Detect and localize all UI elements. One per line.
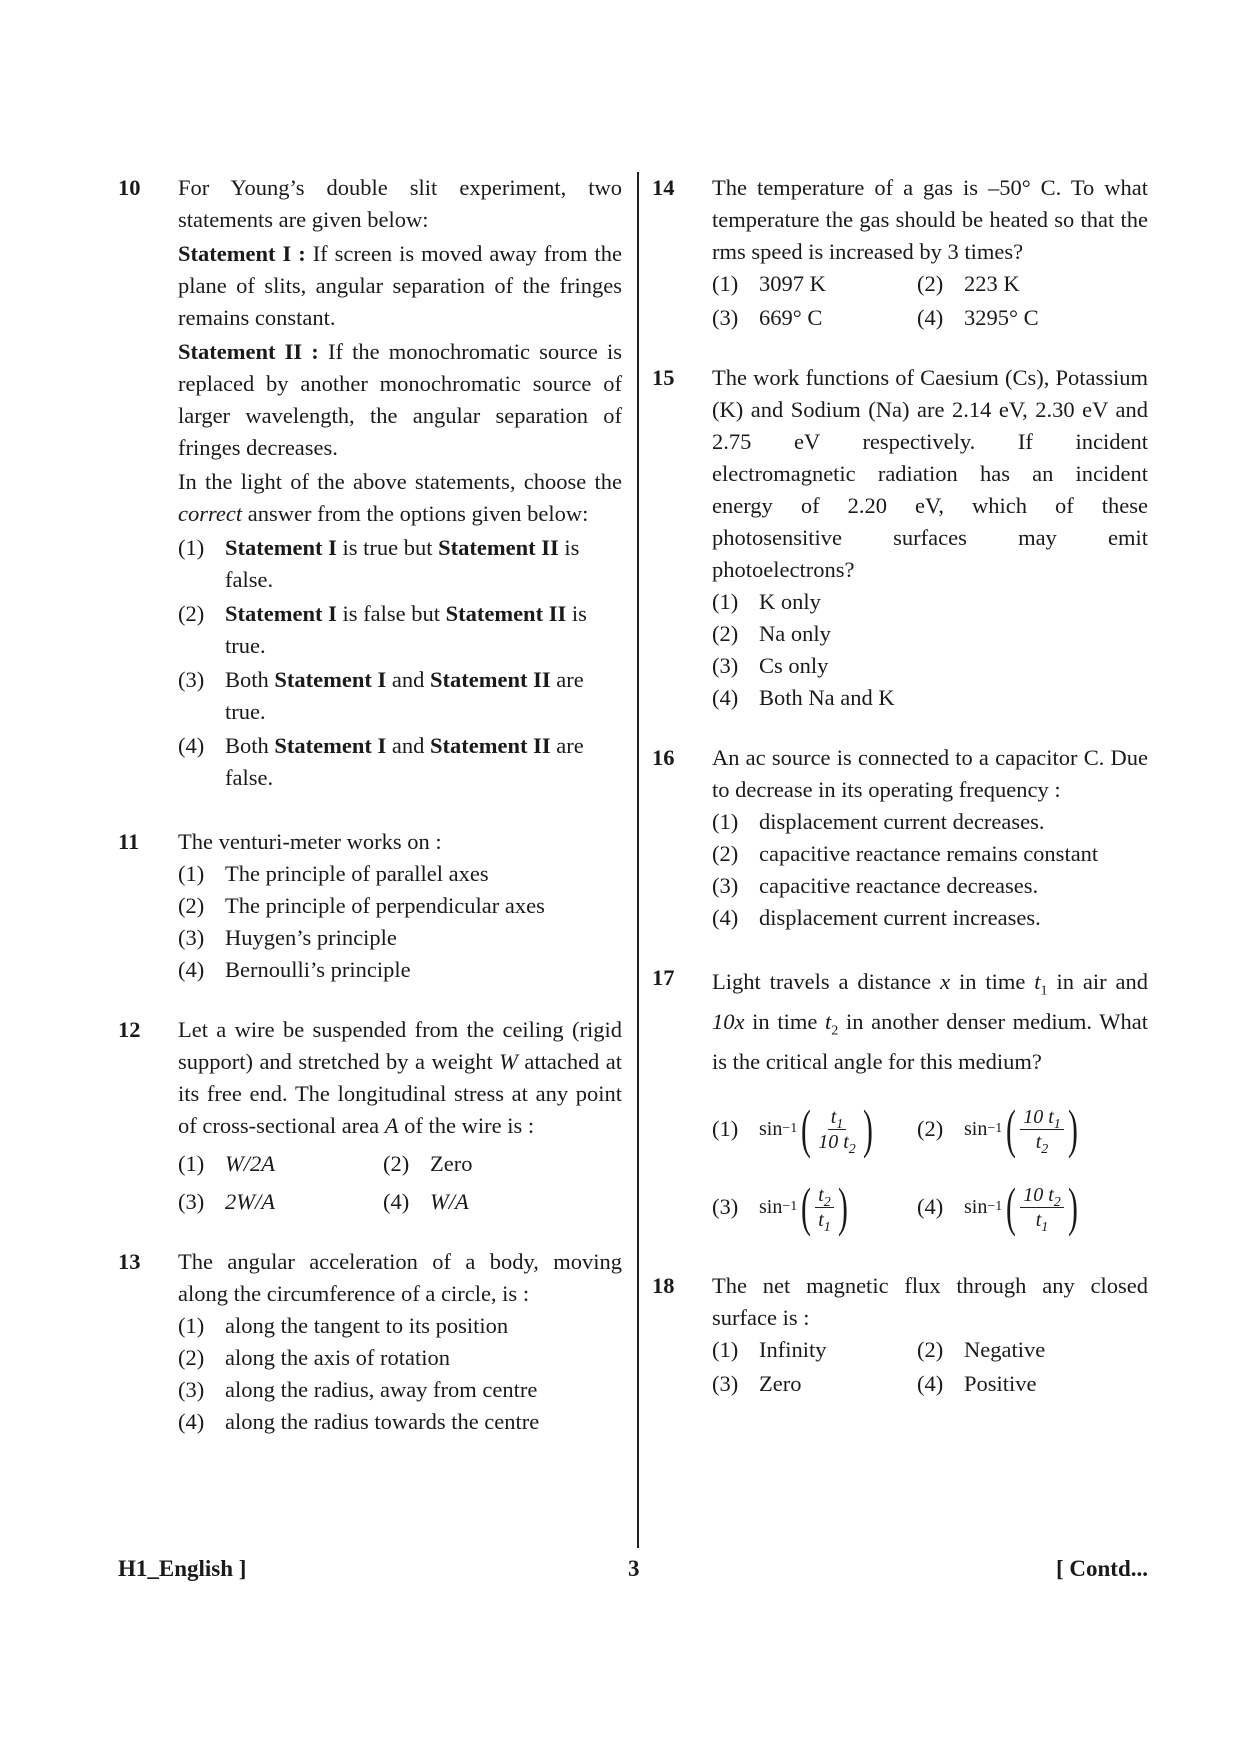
question-text: Let a wire be suspended from the ceiling (rigid support) and stretched by a weight W attached at its free end. The longitudinal stress at any point of cross-sectional area A of the wire is : bbox=[178, 1017, 623, 1138]
option-label: (1) bbox=[178, 535, 205, 560]
statement-2 bbox=[178, 336, 622, 464]
question-text: Light travels a distance x in time $t_1$ in air and 10x in time $t_2$ in another denser medium. What is the critical angle for this medium? bbox=[712, 969, 1149, 1074]
page-footer bbox=[118, 1553, 1148, 1587]
question-number: 10 bbox=[118, 175, 141, 200]
question-text: The work functions of Caesium (Cs), Potassium (K) and Sodium (Na) are 2.14 eV, 2.30 eV and 2.75 eV respectively. If incident electromagnetic radiation has an incident energy of 2.20 eV, which of these photosensitive surfaces may emit photoelectrons? bbox=[712, 365, 1148, 582]
emphasis-correct: correct bbox=[178, 501, 243, 526]
option-4[interactable]: (4) sin −1 ( $\frac{10 t_2}{t_1}$ ) bbox=[917, 1168, 1148, 1246]
option-4[interactable]: (4) Both Statement I and Statement II are false. bbox=[178, 730, 622, 794]
option-3[interactable]: (3) 2W/A bbox=[178, 1189, 275, 1214]
option-1[interactable]: (1) Statement I is true but Statement II is false. bbox=[178, 532, 622, 596]
option-2[interactable]: (2) Zero bbox=[383, 1151, 473, 1176]
option-2[interactable]: (2) Negative bbox=[917, 1337, 1046, 1362]
option-2[interactable]: (2) capacitive reactance remains constant bbox=[712, 841, 1099, 866]
options-grid bbox=[712, 1090, 1148, 1246]
math-expression: sin −1 ( $\frac{10 t_2}{t_1}$ ) bbox=[964, 1177, 1078, 1237]
booklet-code: H1_English ] bbox=[118, 1556, 247, 1581]
option-1[interactable]: (1) Infinity bbox=[712, 1337, 827, 1362]
option-2[interactable]: (2) 223 K bbox=[917, 271, 1020, 296]
question-text: The venturi-meter works on : bbox=[178, 829, 442, 854]
option-2[interactable]: (2) along the axis of rotation bbox=[178, 1345, 450, 1370]
option-1[interactable]: (1) K only bbox=[712, 589, 821, 614]
page-number: 3 bbox=[628, 1556, 640, 1581]
question-text: The angular acceleration of a body, moving along the circumference of a circle, is : bbox=[178, 1249, 622, 1306]
question-14 bbox=[652, 172, 1148, 334]
option-4[interactable]: (4) along the radius towards the centre bbox=[178, 1409, 540, 1434]
question-13 bbox=[118, 1246, 622, 1438]
option-4[interactable]: (4) 3295° C bbox=[917, 305, 1039, 330]
question-number: 14 bbox=[652, 175, 675, 200]
math-expression: sin −1 ( $\frac{t_2}{t_1}$ ) bbox=[759, 1177, 848, 1237]
option-label: (3) bbox=[178, 667, 205, 692]
option-2[interactable]: (2) Statement I is false but Statement II is true. bbox=[178, 598, 622, 662]
option-4[interactable]: (4) Positive bbox=[917, 1371, 1037, 1396]
option-1[interactable]: (1) 3097 K bbox=[712, 271, 826, 296]
question-prompt: In the light of the above statements, choose the correct answer from the options given below: bbox=[178, 469, 622, 526]
column-divider bbox=[637, 172, 639, 1548]
question-text: The temperature of a gas is –50° C. To what temperature the gas should be heated so that the rms speed is increased by 3 times? bbox=[712, 175, 1148, 264]
option-2[interactable]: (2) The principle of perpendicular axes bbox=[178, 893, 545, 918]
fraction: $\frac{10 t_2}{t_1}$ bbox=[1020, 1183, 1064, 1232]
statement-1-label: Statement I : bbox=[178, 241, 306, 266]
question-intro: For Young’s double slit experiment, two statements are given below: bbox=[178, 175, 622, 232]
options-grid bbox=[712, 1334, 1148, 1400]
option-label: (2) bbox=[178, 601, 205, 626]
option-3[interactable]: (3) sin −1 ( $\frac{t_2}{t_1}$ ) bbox=[712, 1168, 917, 1246]
option-4[interactable]: (4) Both Na and K bbox=[712, 685, 895, 710]
option-3[interactable]: (3) Cs only bbox=[712, 653, 829, 678]
option-1[interactable]: (1) The principle of parallel axes bbox=[178, 861, 489, 886]
question-12 bbox=[118, 1014, 622, 1218]
option-1[interactable]: (1) displacement current decreases. bbox=[712, 809, 1045, 834]
statement-1 bbox=[178, 238, 622, 334]
option-3[interactable]: (3) along the radius, away from centre bbox=[178, 1377, 538, 1402]
option-3[interactable]: (3) Both Statement I and Statement II are true. bbox=[178, 664, 622, 728]
question-11 bbox=[118, 826, 622, 986]
option-2[interactable]: (2) sin −1 ( $\frac{10 t_1}{t_2}$ ) bbox=[917, 1090, 1148, 1168]
statement-1-text: If screen is moved away from the plane of slits, angular separation of the fringes remains constant. bbox=[178, 241, 622, 330]
fraction: $\frac{t_2}{t_1}$ bbox=[815, 1183, 834, 1232]
math-expression: sin −1 ( $\frac{t_1}{10 t_2}$ ) bbox=[759, 1099, 873, 1159]
option-3[interactable]: (3) Huygen’s principle bbox=[178, 925, 397, 950]
question-number: 13 bbox=[118, 1249, 141, 1274]
option-1[interactable]: (1) sin −1 ( $\frac{t_1}{10 t_2}$ ) bbox=[712, 1090, 917, 1168]
question-number: 15 bbox=[652, 365, 675, 390]
option-3[interactable]: (3) capacitive reactance decreases. bbox=[712, 873, 1039, 898]
question-number: 17 bbox=[652, 965, 675, 990]
option-label: (4) bbox=[178, 733, 205, 758]
question-text: An ac source is connected to a capacitor C. Due to decrease in its operating frequency : bbox=[712, 745, 1148, 802]
options-grid bbox=[712, 268, 1148, 334]
question-number: 16 bbox=[652, 745, 675, 770]
question-text: The net magnetic flux through any closed surface is : bbox=[712, 1273, 1148, 1330]
options-grid bbox=[178, 1148, 622, 1218]
statement-2-text: If the monochromatic source is replaced by another monochromatic source of larger wavelength, the angular separation of fringes decreases. bbox=[178, 339, 622, 460]
option-3[interactable]: (3) Zero bbox=[712, 1371, 802, 1396]
option-2[interactable]: (2) Na only bbox=[712, 621, 831, 646]
question-15 bbox=[652, 362, 1148, 714]
option-4[interactable]: (4) W/A bbox=[383, 1189, 469, 1214]
question-number: 18 bbox=[652, 1273, 675, 1298]
question-16 bbox=[652, 742, 1148, 934]
statement-2-label: Statement II : bbox=[178, 339, 319, 364]
question-18 bbox=[652, 1270, 1148, 1400]
option-1[interactable]: (1) W/2A bbox=[178, 1151, 275, 1176]
continued-label: [ Contd... bbox=[1055, 1556, 1148, 1581]
option-3[interactable]: (3) 669° C bbox=[712, 305, 823, 330]
fraction: $\frac{10 t_1}{t_2}$ bbox=[1020, 1105, 1064, 1154]
math-expression: sin −1 ( $\frac{10 t_1}{t_2}$ ) bbox=[964, 1099, 1078, 1159]
left-column bbox=[118, 172, 622, 1438]
question-number: 12 bbox=[118, 1017, 141, 1042]
option-4[interactable]: (4) displacement current increases. bbox=[712, 905, 1041, 930]
right-column bbox=[652, 172, 1148, 1400]
question-number: 11 bbox=[118, 829, 140, 854]
question-10 bbox=[118, 172, 622, 794]
question-17 bbox=[652, 962, 1148, 1246]
option-1[interactable]: (1) along the tangent to its position bbox=[178, 1313, 509, 1338]
fraction: $\frac{t_1}{10 t_2}$ bbox=[818, 1105, 856, 1157]
option-4[interactable]: (4) Bernoulli’s principle bbox=[178, 957, 411, 982]
